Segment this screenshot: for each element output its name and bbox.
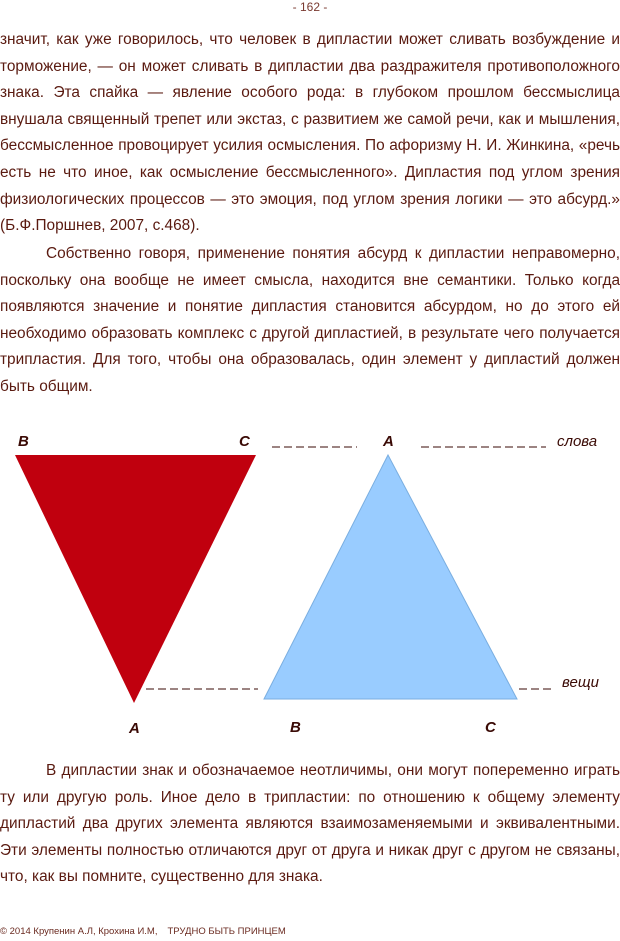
label-words: слова [557, 433, 598, 450]
paragraph-text: Собственно говоря, применение понятия абсурд к дипластии неправомерно, поскольку она вообще не имеет смысла, находится вне семантики. Только когда появляются значение и понятие дипластия становится абсурдом, но до этого ей необходимо образовать комплекс с другой дипластией, в результате чего получается трипластия. Для того, чтобы она образовалась, один элемент у дипластий должен быть общим. [0, 245, 620, 395]
footer-book-title: ТРУДНО БЫТЬ ПРИНЦЕМ [167, 926, 286, 937]
footer [0, 926, 286, 937]
page-number: - 162 - [292, 0, 328, 14]
red-triangle-label-c: C [239, 433, 250, 450]
body-paragraph [0, 241, 620, 401]
red-triangle [15, 455, 256, 703]
blue-triangle-label-a: A [383, 433, 394, 450]
label-things: вещи [562, 674, 599, 691]
triplasty-diagram [0, 425, 620, 745]
red-triangle-label-a: A [129, 720, 140, 737]
paragraph-text: В дипластии знак и обозначаемое неотличимы, они могут попеременно играть ту или другую роль. Иное дело в трипластии: по отношению к общему элементу дипластий два других элемента являются взаимозаменяемыми и эквивалентными. Эти элементы полностью отличаются друг от друга и никак друг с другом не связаны, что, как вы помните, существенно для знака. [0, 762, 620, 886]
body-paragraph [0, 758, 620, 891]
red-triangle-label-b: B [18, 433, 29, 450]
blue-triangle-label-c: C [485, 719, 496, 736]
blue-triangle [264, 455, 517, 699]
body-paragraph: значит, как уже говорилось, что человек в дипластии может сливать возбуждение и торможение, — он может сливать в дипластии два раздражителя противоположного знака. Эта спайка — явление особого рода: в глубоком прошлом бессмыслица внушала священный трепет или экстаз, с развитием же самой речи, как и мышления, бессмысленное провоцирует усилия осмысления. По афоризму Н. И. Жинкина, «речь есть не что иное, как осмысление бессмысленного». Дипластия под углом зрения физиологических процессов — это эмоция, под углом зрения логики — это абсурд.» (Б.Ф.Поршнев, 2007, с.468). [0, 31, 620, 235]
footer-copyright: © 2014 Крупенин А.Л, Крохина И.М, [0, 926, 158, 937]
blue-triangle-label-b: B [290, 719, 301, 736]
